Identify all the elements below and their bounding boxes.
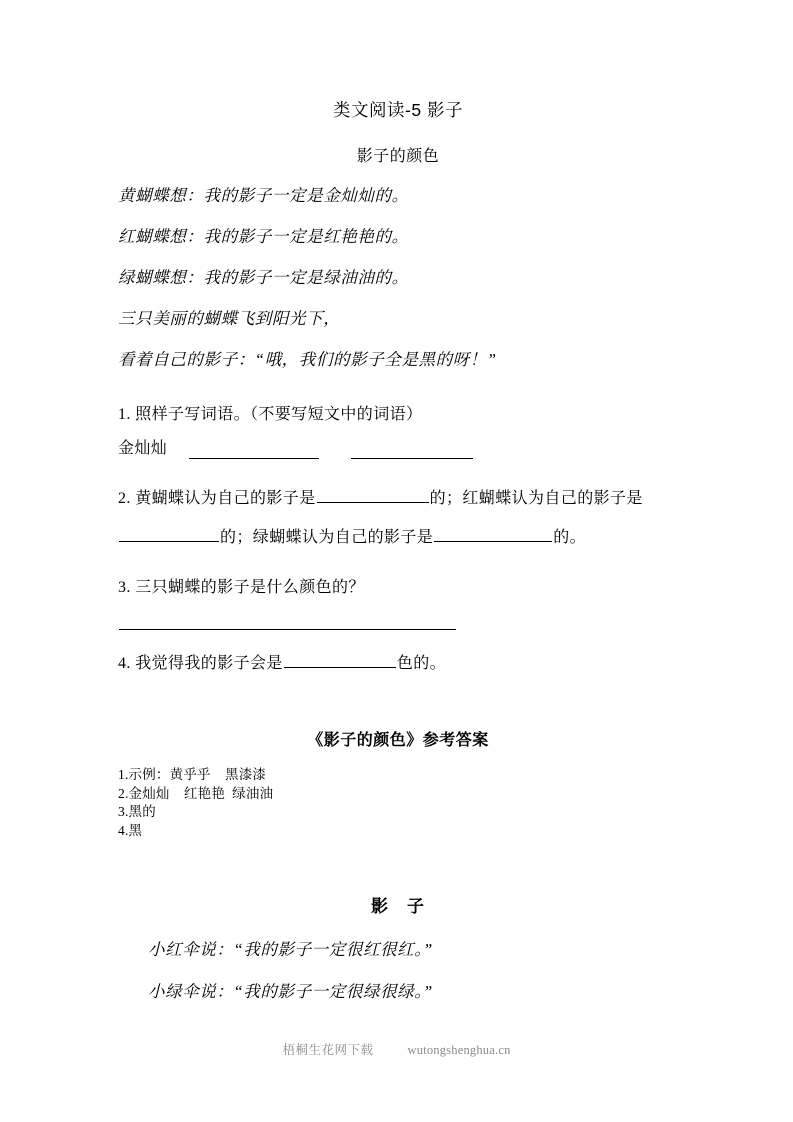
question-4-text-part1: 4. 我觉得我的影子会是 [118,655,283,672]
question-4-blank[interactable] [284,652,396,668]
answer-key-list [118,766,678,840]
footer-watermark [0,1042,793,1058]
question-1-answer-row [118,438,678,459]
question-4-text-part2: 色的。 [396,655,447,672]
question-2-text-part2: 的；红蝴蝶认为自己的影 [429,490,611,507]
question-3-prompt: 3. 三只蝴蝶的影子是什么颜色的？ [118,579,365,596]
page-title: 类文阅读-5 影子 [333,100,463,120]
story-line: 黄蝴蝶想：我的影子一定是金灿灿的。 [118,186,409,205]
question-2-blank-3[interactable] [434,526,552,542]
second-article-body [118,940,678,1024]
second-article-line: 小红伞说：“我的影子一定很红很红。” [148,940,433,959]
question-2-blank-1[interactable] [317,487,429,503]
story-line: 三只美丽的蝴蝶飞到阳光下， [118,309,341,328]
question-1-sample-word: 金灿灿 [118,440,168,457]
article-title: 影子的颜色 [356,148,440,165]
footer-site-name: 梧桐生花网下载 [282,1043,374,1057]
question-2 [118,479,678,557]
story-line: 绿蝴蝶想：我的影子一定是绿油油的。 [118,268,409,287]
questions-section [118,404,678,694]
question-2-text-part4: 的；绿蝴蝶认为自己的影子是 [220,529,434,546]
story-body [118,186,678,391]
question-1-blank-2[interactable] [351,444,473,459]
question-1-blank-1[interactable] [189,444,319,459]
answer-key-item: 3.黑的 [118,804,156,819]
second-article-title: 影 子 [371,897,425,916]
question-3-answer-line[interactable] [119,628,456,630]
question-2-blank-2[interactable] [119,526,219,542]
answer-key-item: 4.黑 [118,822,143,838]
question-2-text-part3: 子是 [610,490,643,507]
question-1-prompt: 1. 照样子写词语。（不要写短文中的词语） [118,406,423,423]
question-2-text-part1: 2. 黄蝴蝶认为自己的影子是 [118,490,316,507]
question-2-text-part5: 的。 [553,529,587,546]
answer-key-title: 《影子的颜色》参考答案 [307,732,489,749]
footer-site-url: wutongshenghua.cn [407,1043,511,1057]
story-line: 看着自己的影子：“哦，我们的影子全是黑的呀！” [118,350,497,369]
story-line: 红蝴蝶想：我的影子一定是红艳艳的。 [118,227,409,246]
question-4 [118,652,678,674]
second-article-line: 小绿伞说：“我的影子一定很绿很绿。” [148,982,433,1001]
answer-key-item: 1.示例：黄乎乎 黑漆漆 [118,767,267,782]
answer-key-item: 2.金灿灿 红艳艳 绿油油 [118,785,274,801]
